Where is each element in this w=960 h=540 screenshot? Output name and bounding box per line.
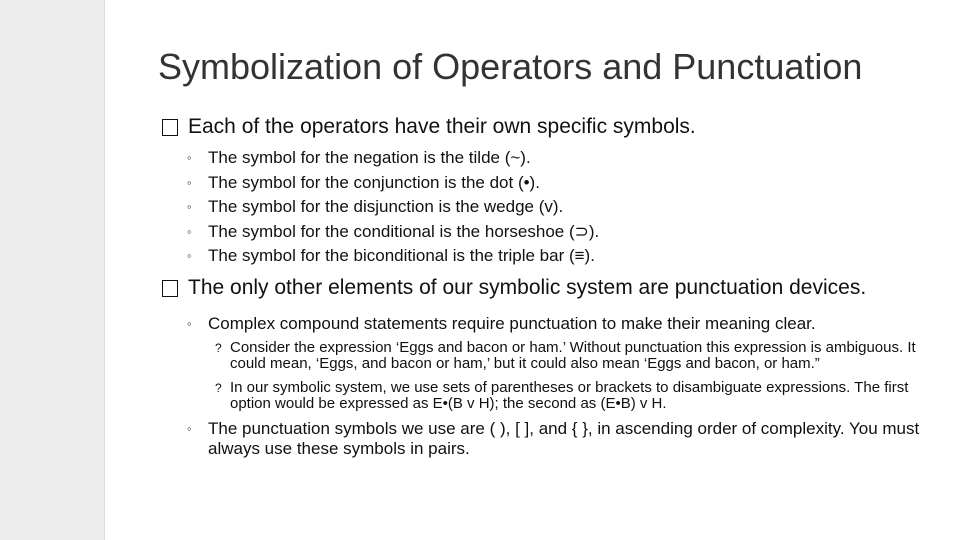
circle-bullet-icon: ◦: [187, 248, 192, 263]
checkbox-bullet-icon: [162, 119, 178, 136]
subbullet-conditional: [162, 220, 942, 245]
subbullet-complex-statements: [162, 312, 942, 337]
subbullet-conditional-text: The symbol for the conditional is the horseshoe (⊃).: [208, 221, 600, 241]
circle-bullet-icon: ◦: [187, 199, 192, 214]
bullet-punctuation: [162, 276, 942, 300]
subbullet-biconditional-text: The symbol for the biconditional is the triple bar (≡).: [208, 246, 595, 265]
circle-bullet-icon: ◦: [187, 223, 192, 239]
subbullet-biconditional: [162, 244, 942, 269]
subbullet-conjunction-text: The symbol for the conjunction is the dot (•).: [208, 172, 540, 192]
subbullet-negation-text: The symbol for the negation is the tilde (~).: [208, 148, 531, 167]
subsubbullet-parentheses-text: In our symbolic system, we use sets of parentheses or brackets to disambiguate expressions. The first option would be expressed as E•(B v H); the second as (E•B) v H.: [230, 379, 909, 412]
missing-glyph-bullet-icon: ?: [215, 341, 222, 355]
subsubbullet-parentheses: [162, 380, 942, 412]
slide-content: [162, 115, 942, 459]
subsubbullet-eggs-example-text: Consider the expression ‘Eggs and bacon or ham.’ Without punctuation this expression is ambiguous. It could mean, ‘Eggs, and bacon or ham,’ but it could also mean ‘Eggs and bacon, or ham.”: [230, 339, 916, 372]
subbullet-disjunction-text: The symbol for the disjunction is the wedge (v).: [208, 197, 564, 216]
bullet-punctuation-text: The only other elements of our symbolic system are punctuation devices.: [188, 275, 867, 299]
subbullet-punctuation-symbols: [162, 419, 942, 459]
subbullet-negation: [162, 146, 942, 171]
subbullet-complex-statements-text: Complex compound statements require punctuation to make their meaning clear.: [208, 313, 816, 333]
circle-bullet-icon: ◦: [187, 315, 192, 331]
slide-side-bar: [0, 0, 105, 540]
slide-title: Symbolization of Operators and Punctuation: [158, 46, 863, 87]
checkbox-bullet-icon: [162, 280, 178, 297]
circle-bullet-icon: ◦: [187, 174, 192, 190]
subbullet-punctuation-symbols-text: The punctuation symbols we use are ( ), [ ], and { }, in ascending order of complexity. You must always use these symbols in pairs.: [208, 419, 920, 458]
subsubbullet-eggs-example: [162, 340, 942, 372]
subbullet-disjunction: [162, 195, 942, 220]
missing-glyph-bullet-icon: ?: [215, 381, 222, 395]
circle-bullet-icon: ◦: [187, 150, 192, 165]
bullet-operators-text: Each of the operators have their own specific symbols.: [188, 115, 696, 138]
circle-bullet-icon: ◦: [187, 421, 192, 436]
bullet-operators: [162, 115, 942, 139]
subbullet-conjunction: [162, 171, 942, 196]
